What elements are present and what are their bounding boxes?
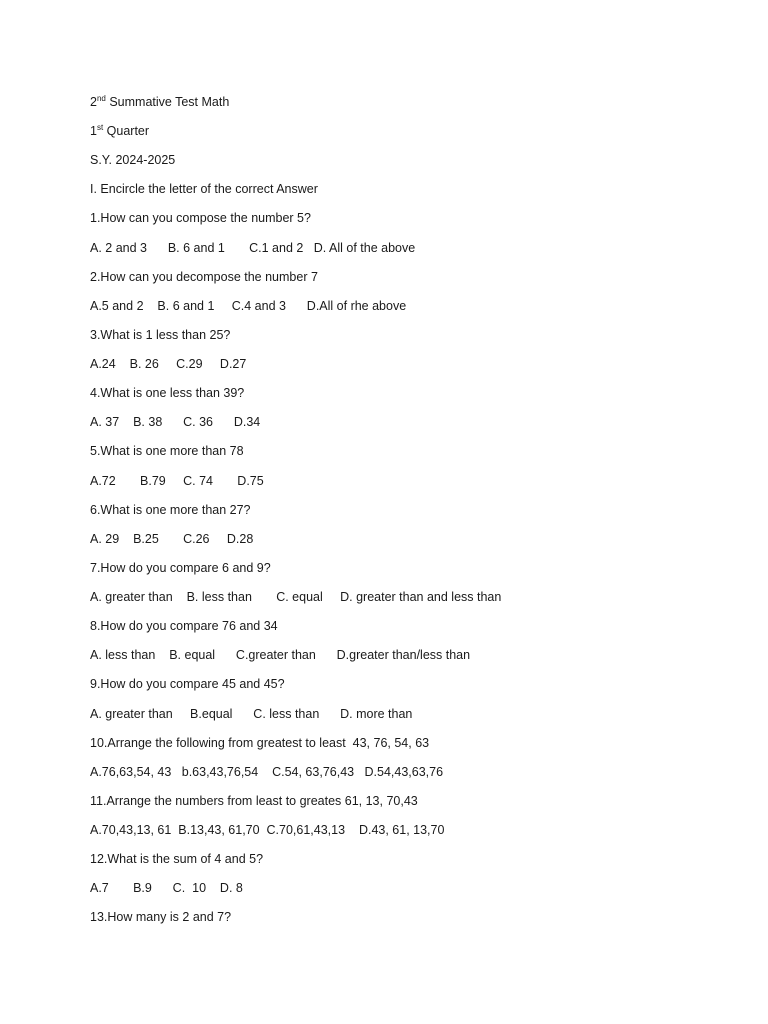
question-13: 13.How many is 2 and 7? (90, 910, 232, 924)
choices-11: A.70,43,13, 61 B.13,43, 61,70 C.70,61,43,13 D.43, 61, 13,70 (90, 823, 445, 837)
choices-7: A. greater than B. less than C. equal D. greater than and less than (90, 590, 502, 604)
quarter-ordinal-suffix: st (96, 123, 104, 132)
choices-5: A.72 B.79 C. 74 D.75 (90, 474, 264, 488)
quarter-text: Quarter (103, 124, 150, 138)
test-title (90, 94, 229, 110)
choices-9: A. greater than B.equal C. less than D. more than (90, 707, 413, 721)
question-6: 6.What is one more than 27? (90, 503, 251, 517)
title-text: Summative Test Math (105, 95, 230, 109)
choices-8: A. less than B. equal C.greater than D.greater than/less than (90, 648, 471, 662)
choices-12: A.7 B.9 C. 10 D. 8 (90, 881, 243, 895)
question-9: 9.How do you compare 45 and 45? (90, 677, 285, 691)
question-7: 7.How do you compare 6 and 9? (90, 561, 271, 575)
question-1: 1.How can you compose the number 5? (90, 211, 311, 225)
quarter-line (90, 123, 149, 139)
question-2: 2.How can you decompose the number 7 (90, 270, 318, 284)
question-4: 4.What is one less than 39? (90, 386, 245, 400)
choices-6: A. 29 B.25 C.26 D.28 (90, 532, 254, 546)
question-10: 10.Arrange the following from greatest to least 43, 76, 54, 63 (90, 736, 430, 750)
choices-3: A.24 B. 26 C.29 D.27 (90, 357, 247, 371)
instructions: I. Encircle the letter of the correct Answer (90, 182, 318, 196)
choices-2: A.5 and 2 B. 6 and 1 C.4 and 3 D.All of rhe above (90, 299, 407, 313)
question-12: 12.What is the sum of 4 and 5? (90, 852, 264, 866)
choices-1: A. 2 and 3 B. 6 and 1 C.1 and 2 D. All of the above (90, 241, 416, 255)
question-3: 3.What is 1 less than 25? (90, 328, 231, 342)
choices-10: A.76,63,54, 43 b.63,43,76,54 C.54, 63,76,43 D.54,43,63,76 (90, 765, 444, 779)
question-11: 11.Arrange the numbers from least to greates 61, 13, 70,43 (90, 794, 418, 808)
choices-4: A. 37 B. 38 C. 36 D.34 (90, 415, 261, 429)
quarter-number: 1 (90, 124, 97, 138)
question-8: 8.How do you compare 76 and 34 (90, 619, 278, 633)
question-5: 5.What is one more than 78 (90, 444, 244, 458)
school-year: S.Y. 2024-2025 (90, 153, 176, 167)
title-number: 2 (90, 95, 97, 109)
title-ordinal-suffix: nd (96, 94, 106, 103)
